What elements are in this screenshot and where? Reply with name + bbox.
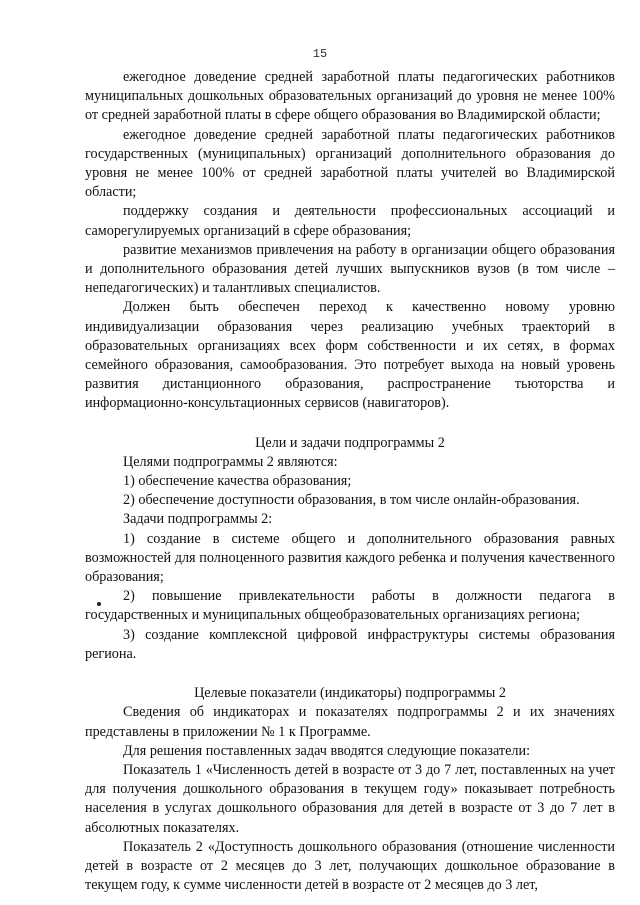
paragraph: 1) обеспечение качества образования; xyxy=(123,473,352,490)
paragraph: поддержку создания и деятельности профессиональных ассоциаций и саморегулируемых организаций в сфере образования; xyxy=(85,203,615,239)
paragraph: развитие механизмов привлечения на работу в организации общего образования и дополнительного образования детей лучших выпускников вузов (в том числе – непедагогических) и талантливых специалистов. xyxy=(85,241,615,297)
paragraph: Для решения поставленных задач вводятся следующие показатели: xyxy=(123,742,531,759)
section-heading-goals: Цели и задачи подпрограммы 2 xyxy=(255,434,445,451)
paragraph: 1) создание в системе общего и дополнительного образования равных возможностей для полноценного развития каждого ребенка и получения качественного образования; xyxy=(85,530,615,586)
page-number: 15 xyxy=(312,47,328,61)
paragraph: 3) создание комплексной цифровой инфраструктуры системы образования региона. xyxy=(85,626,615,662)
paragraph: Задачи подпрограммы 2: xyxy=(123,511,273,528)
document-body xyxy=(85,68,615,895)
paragraph: 2) повышение привлекательности работы в должности педагога в государственных и муниципальных общеобразовательных организациях региона; xyxy=(85,588,615,624)
paragraph: ежегодное доведение средней заработной платы педагогических работников муниципальных дошкольных образовательных организаций до уровня не менее 100% от средней заработной платы в сфере общего образования во Владимирской области; xyxy=(85,69,615,124)
scan-dot-mark xyxy=(97,602,101,606)
paragraph: Должен быть обеспечен переход к качественно новому уровню индивидуализации образования через реализацию учебных траекторий в образовательных организациях всех форм собственности и их сетях, в формах семейного образования, самообразования. Это потребует выхода на новый уровень развития дистанционного образования, распространение тьюторства и информационно-консультационных сервисов (навигаторов). xyxy=(85,299,615,412)
paragraph: Сведения об индикаторах и показателях подпрограммы 2 и их значениях представлены в приложении № 1 к Программе. xyxy=(85,704,615,740)
paragraph: Целями подпрограммы 2 являются: xyxy=(123,453,338,470)
paragraph: Показатель 2 «Доступность дошкольного образования (отношение численности детей в возрасте от 2 месяцев до 3 лет, получающих дошкольное образование в текущем году, к сумме численности детей в возрасте от 2 месяцев до 3 лет, xyxy=(85,838,615,894)
paragraph: 2) обеспечение доступности образования, в том числе онлайн-образования. xyxy=(123,492,580,509)
section-heading-indicators: Целевые показатели (индикаторы) подпрограммы 2 xyxy=(194,685,506,702)
paragraph: Показатель 1 «Численность детей в возрасте от 3 до 7 лет, поставленных на учет для получения дошкольного образования в текущем году» показывает потребность населения в услугах дошкольного образования для детей в возрасте от 3 до 7 лет в абсолютных показателях. xyxy=(85,761,615,836)
paragraph: ежегодное доведение средней заработной платы педагогических работников государственных (муниципальных) организаций дополнительного образования до уровня не менее 100% от средней заработной платы учителей во Владимирской области; xyxy=(85,126,615,201)
